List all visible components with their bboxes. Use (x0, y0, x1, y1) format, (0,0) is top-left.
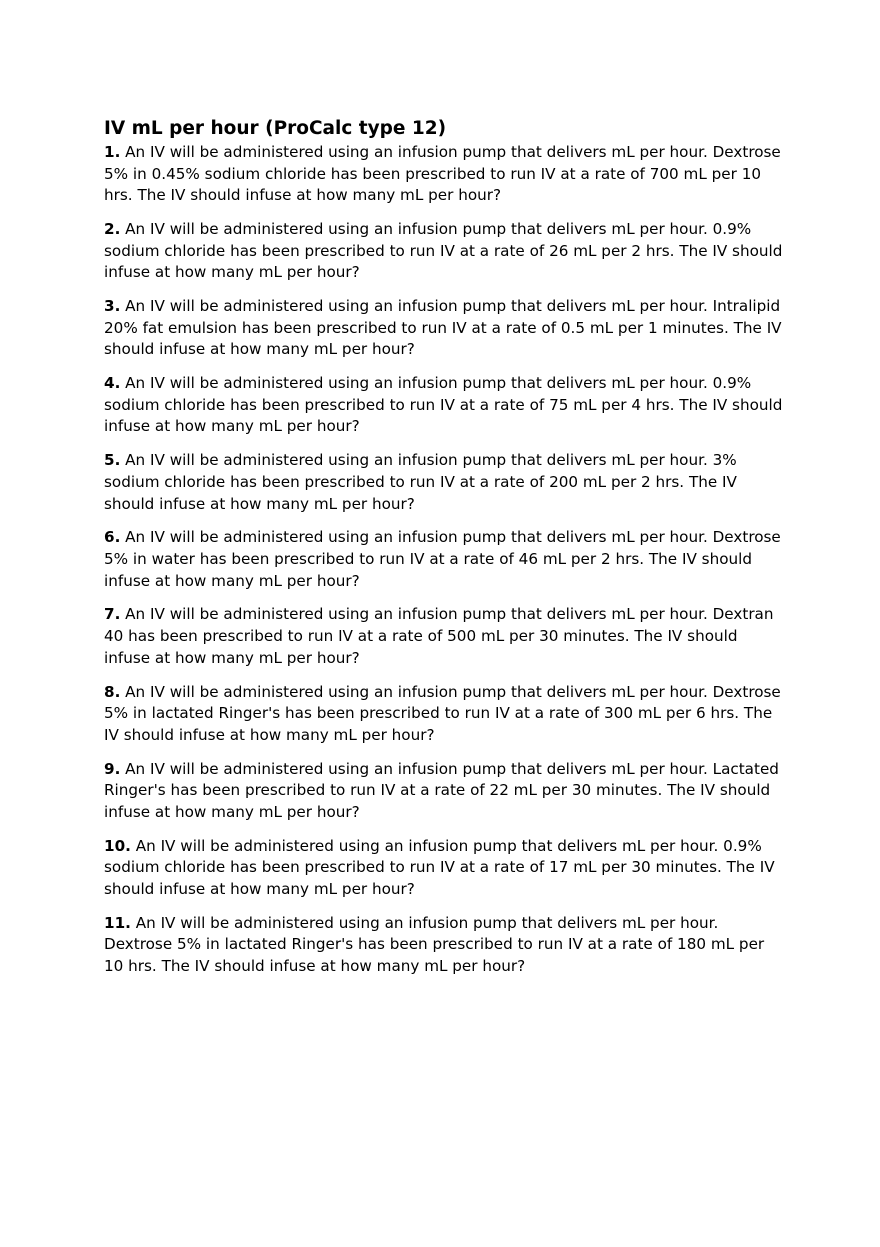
question-11 (104, 913, 784, 978)
question-8 (104, 682, 784, 747)
question-2 (104, 219, 784, 284)
question-6 (104, 527, 784, 592)
question-number: 9. (104, 759, 121, 778)
question-number: 3. (104, 297, 121, 316)
question-text: An IV will be administered using an infusion pump that delivers mL per hour. 0.9% sodium chloride has been prescribed to run IV at a rate of 26 mL per 2 hrs. The IV should infuse at how many mL per hour? (104, 220, 783, 282)
question-5 (104, 450, 784, 515)
question-3 (104, 296, 784, 361)
question-4 (104, 373, 784, 438)
document-title: IV mL per hour (ProCalc type 12) (104, 118, 447, 139)
question-9 (104, 759, 784, 824)
question-number: 8. (104, 682, 121, 701)
question-text: An IV will be administered using an infusion pump that delivers mL per hour. 0.9% sodium chloride has been prescribed to run IV at a rate of 75 mL per 4 hrs. The IV should infuse at how many mL per hour? (104, 374, 783, 436)
question-number: 2. (104, 220, 121, 239)
question-text: An IV will be administered using an infusion pump that delivers mL per hour. Dextrose 5% in water has been prescribed to run IV at a rate of 46 mL per 2 hrs. The IV should infuse at how many mL per hour? (104, 528, 781, 590)
question-text: An IV will be administered using an infusion pump that delivers mL per hour. Intralipid 20% fat emulsion has been prescribed to run IV at a rate of 0.5 mL per 1 minutes. The IV should infuse at how many mL per hour? (104, 297, 782, 359)
question-text: An IV will be administered using an infusion pump that delivers mL per hour. Dextrose 5% in lactated Ringer's has been prescribed to run IV at a rate of 300 mL per 6 hrs. The IV should infuse at how many mL per hour? (104, 682, 781, 744)
question-number: 4. (104, 374, 121, 393)
question-text: An IV will be administered using an infusion pump that delivers mL per hour. Dextran 40 has been prescribed to run IV at a rate of 500 mL per 30 minutes. The IV should infuse at how many mL per hour? (104, 605, 774, 667)
question-7 (104, 604, 784, 669)
question-10 (104, 836, 784, 901)
question-text: An IV will be administered using an infusion pump that delivers mL per hour. 3% sodium chloride has been prescribed to run IV at a rate of 200 mL per 2 hrs. The IV should infuse at how many mL per hour? (104, 451, 737, 513)
question-text: An IV will be administered using an infusion pump that delivers mL per hour. 0.9% sodium chloride has been prescribed to run IV at a rate of 17 mL per 30 minutes. The IV should infuse at how many mL per hour? (104, 836, 775, 898)
question-text: An IV will be administered using an infusion pump that delivers mL per hour. Dextrose 5% in 0.45% sodium chloride has been prescribed to run IV at a rate of 700 mL per 10 hrs. The IV should infuse at how many mL per hour? (104, 143, 781, 205)
document-page (104, 118, 784, 990)
question-text: An IV will be administered using an infusion pump that delivers mL per hour. Dextrose 5% in lactated Ringer's has been prescribed to run IV at a rate of 180 mL per 10 hrs. The IV should infuse at how many mL per hour? (104, 913, 765, 975)
question-number: 10. (104, 836, 131, 855)
question-number: 7. (104, 605, 121, 624)
question-number: 5. (104, 451, 121, 470)
question-number: 11. (104, 913, 131, 932)
question-number: 6. (104, 528, 121, 547)
question-text: An IV will be administered using an infusion pump that delivers mL per hour. Lactated Ringer's has been prescribed to run IV at a rate of 22 mL per 30 minutes. The IV should infuse at how many mL per hour? (104, 759, 779, 821)
question-number: 1. (104, 143, 121, 161)
question-1 (104, 142, 784, 207)
